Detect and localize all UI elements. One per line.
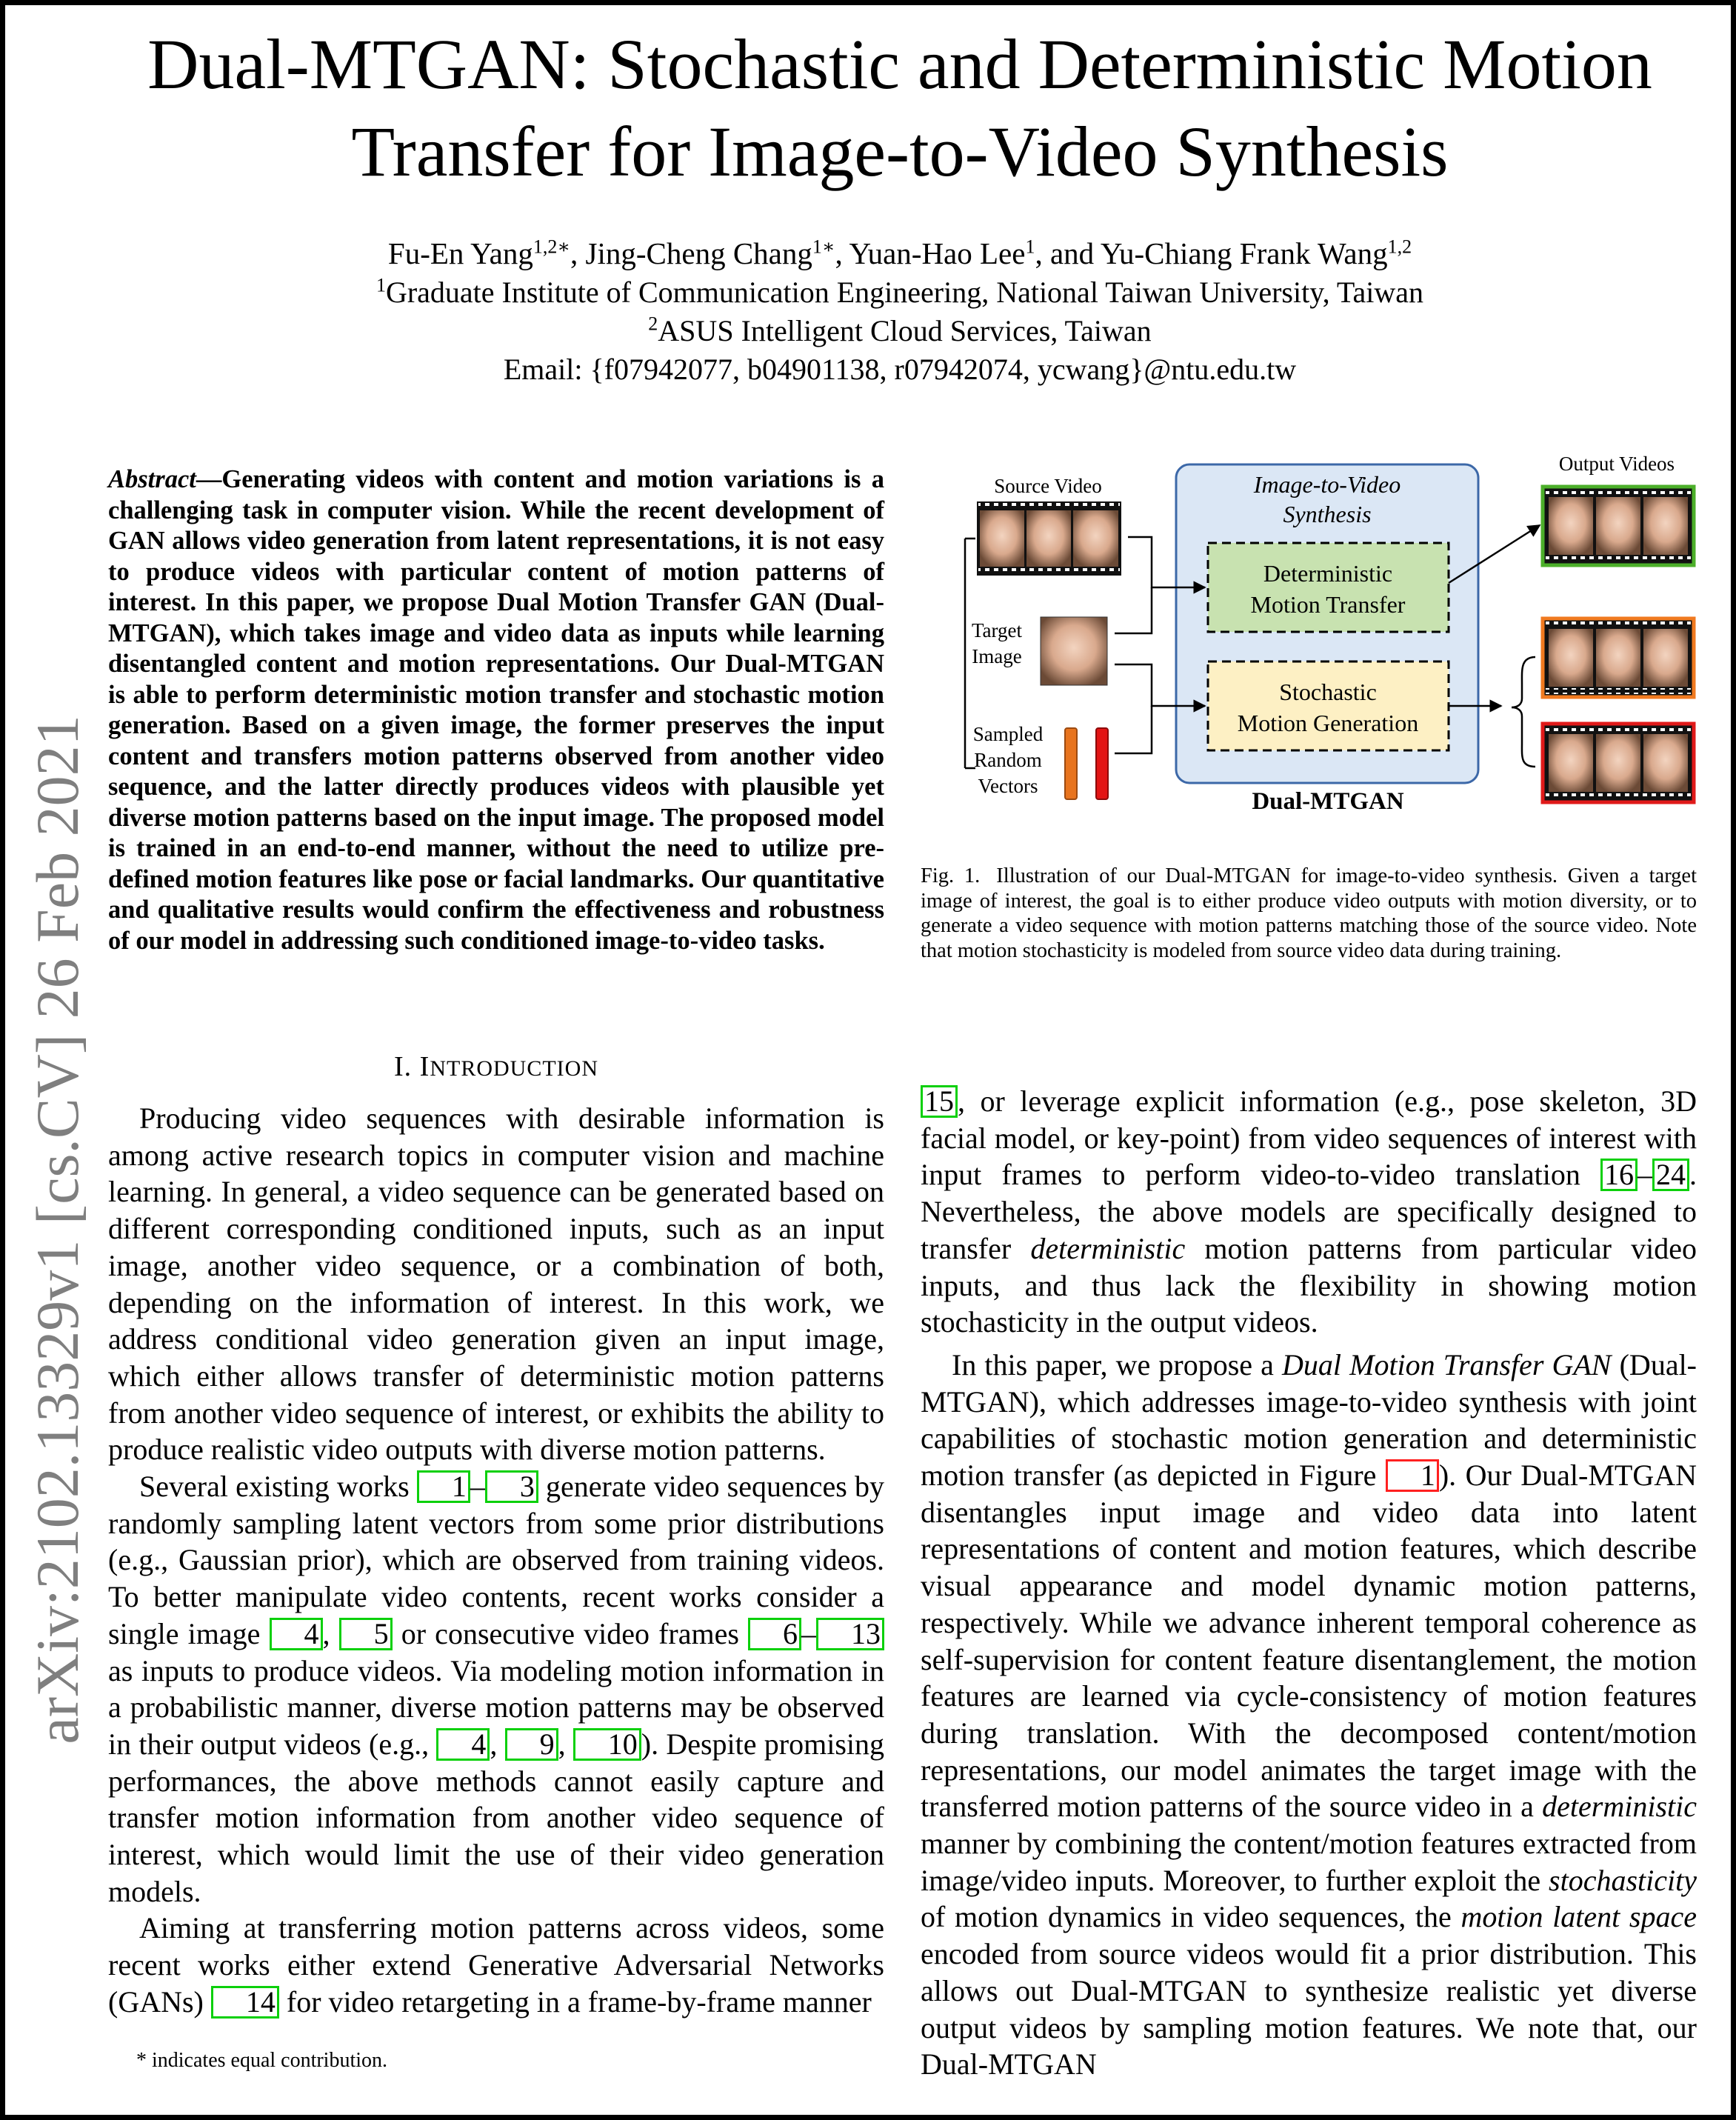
right-column [921, 1083, 1697, 2083]
synthesis-title-2: Synthesis [1283, 501, 1372, 527]
output-video-deterministic [1543, 487, 1694, 565]
emphasis: motion latent space [1460, 1900, 1697, 1934]
output-video-stochastic-2 [1543, 724, 1694, 802]
deterministic-box [1208, 543, 1449, 632]
model-name: Dual-MTGAN [1252, 788, 1404, 815]
citation-link[interactable]: 16 [1600, 1159, 1637, 1191]
emphasis: Dual Motion Transfer GAN [1282, 1347, 1612, 1381]
text-run: – [801, 1616, 817, 1650]
author-sup: 1,2 [1387, 236, 1412, 258]
citation-link[interactable]: 15 [921, 1085, 958, 1118]
footnote: * indicates equal contribution. [136, 2049, 388, 2072]
author-sup: 1∗ [812, 236, 835, 258]
author-name: Jing-Cheng Chang [585, 236, 812, 270]
author-list [74, 234, 1726, 273]
target-image-label-1: Target [971, 619, 1023, 641]
affiliation-sup: 2 [648, 313, 658, 335]
abstract-text: Generating videos with content and motion variations is a challenging task in computer vision. While the recent development of GAN allows video generation from latent representations, it is not easy to produce videos with particular content of motion patterns of interest. In this paper, we propose Dual Motion Transfer GAN (Dual-MTGAN), which takes image and video data as inputs while learning disentangled content and motion representations. Our Dual-MTGAN is able to perform deterministic motion transfer and stochastic motion generation. Based on a given image, the former preserves the input content and transfers motion patterns observed from another video sequence, and the latter directly produces videos with plausible yet diverse motion patterns based on the input image. The proposed model is trained in an end-to-end manner, without the need to utilize pre-defined motion features like pose or facial landmarks. Our quantitative and qualitative results would confirm the effectiveness and robustness of our model in addressing such conditioned image-to-video tasks. [108, 465, 884, 955]
text-run: Several existing works [139, 1470, 417, 1504]
paragraph [921, 1347, 1697, 2083]
citation-link[interactable]: 5 [339, 1618, 393, 1650]
output-video-stochastic-1 [1543, 619, 1694, 697]
text-run: In this paper, we propose a [952, 1347, 1283, 1381]
citation-link[interactable]: 10 [573, 1728, 641, 1761]
figure-1 [921, 448, 1698, 819]
sampled-label-2: Random [974, 749, 1042, 771]
text-run: manner by combining the content/motion features extracted from image/video inputs. Moreover, to further exploit the [921, 1827, 1697, 1897]
citation-link[interactable]: 9 [505, 1728, 558, 1761]
section-number: I. [394, 1051, 413, 1082]
abstract [108, 464, 884, 956]
text-run: (Dual-MTGAN), which addresses image-to-video synthesis with joint capabilities of stochastic motion generation and deterministic motion transfer (as depicted in Figure [921, 1347, 1697, 1493]
text-run: Aiming at transferring motion patterns across videos, some recent works either extend Generative Adversarial Networks (GANs) [108, 1911, 884, 2019]
text-run: , [558, 1727, 573, 1761]
emphasis: deterministic [1030, 1231, 1186, 1265]
author-name: Fu-En Yang [387, 236, 533, 270]
author-email: Email: {f07942077, b04901138, r07942074, ycwang}@ntu.edu.tw [503, 353, 1297, 386]
text-run: . Nevertheless, the above models are specifically designed to transfer [921, 1158, 1697, 1265]
figure-1-diagram [921, 448, 1698, 819]
author-sep: , [835, 236, 849, 270]
text-run: , [490, 1727, 505, 1761]
author-sup: 1 [1025, 236, 1035, 258]
author-name: Yuan-Hao Lee [849, 236, 1026, 270]
arrow-target-to-det [1115, 587, 1152, 633]
author-sup: 1,2∗ [533, 236, 571, 258]
text-run: ). Despite promising performances, the above methods cannot easily capture and transfer motion information from another video sequence of interest, which would limit the use of their video generation models. [108, 1727, 884, 1908]
citation-link[interactable]: 6 [748, 1618, 801, 1650]
section-initial: I [419, 1051, 430, 1082]
left-column [108, 1100, 884, 2021]
text-run: for video retargeting in a frame-by-frame manner [278, 1984, 872, 2019]
caption-label: Fig. 1. [921, 864, 981, 887]
stochastic-label-1: Stochastic [1279, 679, 1377, 705]
source-video-filmstrip [977, 501, 1121, 576]
affiliation-sup: 1 [375, 274, 386, 296]
section-heading-introduction [108, 1049, 884, 1087]
text-run: encoded from source videos would fit a prior distribution. This allows out Dual-MTGAN to synthesize realistic yet diverse output videos by sampling motion features. We note that, our Dual-MTGAN [921, 1937, 1697, 2081]
text-run: – [1637, 1158, 1652, 1192]
arxiv-stamp: arXiv:2102.13329v1 [cs.CV] 26 Feb 2021 [24, 715, 91, 1744]
author-name: Yu-Chiang Frank Wang [1100, 236, 1388, 270]
affiliation-text: ASUS Intelligent Cloud Services, Taiwan [658, 314, 1152, 347]
citation-link[interactable]: 1 [417, 1470, 470, 1503]
title-line-2: Transfer for Image-to-Video Synthesis [351, 112, 1449, 191]
arrow-vectors-to-sto [1115, 706, 1152, 753]
text-run: , [322, 1616, 339, 1650]
affiliation-1 [74, 274, 1726, 311]
output-videos-label: Output Videos [1558, 453, 1675, 475]
target-image [1041, 617, 1107, 685]
sampled-label-1: Sampled [972, 723, 1044, 745]
random-vector-red [1096, 728, 1108, 799]
author-sep: , [570, 236, 586, 270]
abstract-label: Abstract [108, 465, 196, 493]
random-vector-orange [1065, 728, 1077, 799]
text-run: as inputs to produce videos. Via modeling motion information in a probabilistic manner, diverse motion patterns may be observed in their output videos (e.g., [108, 1653, 884, 1761]
paragraph: Producing video sequences with desirable information is among active research topics in computer vision and machine learning. In general, a video sequence can be generated based on different corresponding conditioned inputs, such as an input image, another video sequence, or a combination of both, depending on the information of interest. In this work, we address conditional video generation given an input image, which either allows transfer of deterministic motion patterns from another video sequence of interest, or exhibits the ability to produce realistic video outputs with diverse motion patterns. [108, 1101, 884, 1467]
paper-title [74, 21, 1726, 196]
emphasis: stochasticity [1549, 1863, 1697, 1897]
citation-link[interactable]: 4 [436, 1728, 490, 1761]
text-run: or consecutive video frames [392, 1616, 749, 1650]
affiliation-text: Graduate Institute of Communication Engineering, National Taiwan University, Taiwan [385, 276, 1424, 309]
abstract-dash: — [196, 465, 222, 493]
deterministic-label-1: Deterministic [1263, 560, 1393, 587]
affiliation-2 [74, 313, 1726, 350]
citation-link[interactable]: 4 [270, 1618, 323, 1650]
emphasis: deterministic [1542, 1790, 1697, 1824]
output-brace [1512, 657, 1535, 767]
target-image-label-2: Image [972, 645, 1022, 667]
caption-text: Illustration of our Dual-MTGAN for image-to-video synthesis. Given a target image of interest, the goal is to either produce video outputs with motion diversity, or to generate a video sequence with motion patterns matching those of the source video. Note that motion stochasticity is modeled from source video data during training. [921, 864, 1697, 962]
text-run: motion patterns from particular video inputs, and thus lack the flexibility in showing motion stochasticity in the output videos. [921, 1231, 1697, 1339]
paragraph [108, 1910, 884, 2020]
sampled-label-3: Vectors [978, 775, 1038, 797]
author-and: , and [1035, 236, 1101, 270]
citation-link[interactable]: 24 [1652, 1159, 1689, 1191]
text-run: , or leverage explicit information (e.g., pose skeleton, 3D facial model, or key-point) from video sequences of interest with input frames to perform video-to-video translation [921, 1084, 1697, 1192]
stochastic-label-2: Motion Generation [1237, 710, 1419, 736]
text-run: – [470, 1470, 485, 1504]
source-video-label: Source Video [994, 475, 1102, 497]
text-run: generate video sequences by randomly sampling latent vectors from some prior distributions (e.g., Gaussian prior), which are observed from training videos. To better manipulate video contents, recent works consider a single image [108, 1470, 885, 1650]
stochastic-box [1208, 661, 1449, 750]
figure-link[interactable]: 1 [1386, 1459, 1439, 1492]
text-run: ). Our Dual-MTGAN disentangles input image and video data into latent representations of content and motion features, which describe visual appearance and model dynamic motion patterns, respectively. While we advance inherent temporal coherence as self-supervision for content feature disentanglement, the motion features are learned via cycle-consistency of motion features during translation. With the decomposed content/motion representations, our model animates the target image with the transferred motion patterns of the source video in a [921, 1459, 1697, 1824]
figure-1-caption [921, 864, 1697, 963]
paragraph [921, 1083, 1697, 1341]
citation-link[interactable]: 13 [816, 1618, 884, 1650]
paragraph [108, 1468, 884, 1910]
text-run: of motion dynamics in video sequences, the [921, 1900, 1461, 1934]
deterministic-label-2: Motion Transfer [1250, 591, 1406, 618]
section-rest: NTRODUCTION [430, 1056, 598, 1081]
title-line-1: Dual-MTGAN: Stochastic and Deterministic Motion [147, 24, 1652, 104]
citation-link[interactable]: 14 [211, 1986, 279, 2019]
synthesis-title-1: Image-to-Video [1253, 471, 1401, 498]
citation-link[interactable]: 3 [485, 1470, 538, 1503]
